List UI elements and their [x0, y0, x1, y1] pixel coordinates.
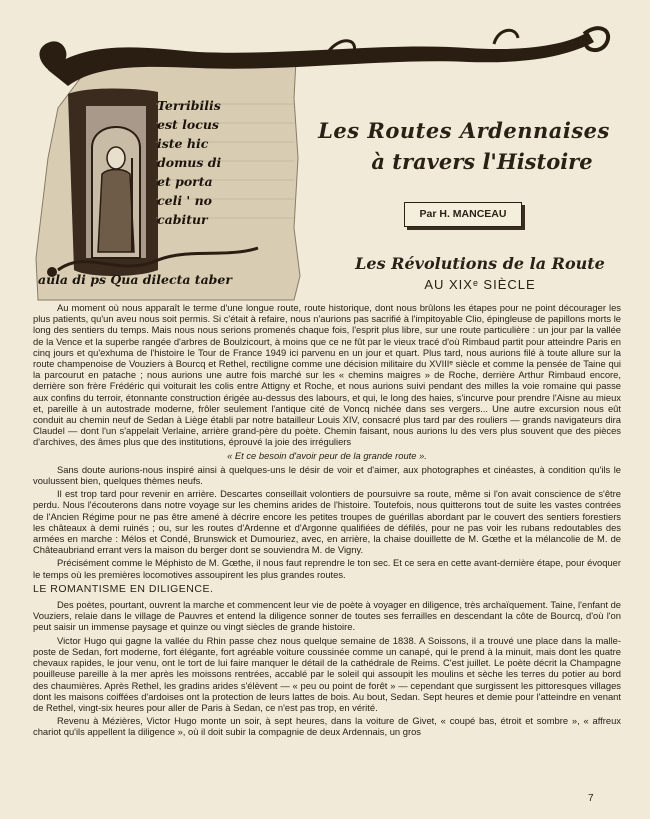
paragraph: Victor Hugo qui gagne la vallée du Rhin passe chez nous quelque semaine de 1838. A Soissons, il a trouvé une place dans la malle-poste de Sedan, fort moderne, fort élégante, fort agréable voiture coussinée comme un canapé, qui le prend à la minuit, mais dont les quatre chevaux rapides, le jour venu, ont le tort de lui faire manquer le détail de la cathédrale de Reims. C'est juillet. Le poète décrit la Champagne pouilleuse pareille à la mer après les moissons rentrées, accablé par le soleil qui assoupit les moulins et sèche les terres du potier au bord des chaumières. Après Rethel, les gradins arides s'élèvent — « peu ou point de forêt » — cependant que surgissent les pittoresques villages dont les maisons coiffées d'ardoises ont la protection de leurs lattes de bois. Au bout, Sedan. Sept heures et demie pour l'atteindre en venant de Rethel, vingt-six heures pour aller de Paris à Sedan, ce n'est pas trop, en vérité.: [33, 634, 621, 713]
section-subtitle: Les Révolutions de la Route: [355, 254, 605, 273]
manuscript-text: [157, 96, 297, 229]
title-line-1: Les Routes Ardennaises: [318, 118, 610, 143]
paragraph: Au moment où nous apparaît le terme d'une longue route, route historique, dont nous brûlons les étapes pour ne point décourager les plus patients, qu'un aveu nous soit permis. Si c'était à refaire, nous n'aurions pas sacrifié à l'impitoyable Clio, épingleuse de papillons morts le long des sentiers du temps. Mais nous nous serions promenés chaque fois, l'esprit plus libre, sur une route particulière : un jour par la vallée de la Vence et la superbe rangée d'arbres de Boulzicourt, à moins que ce ne fût par le vieux tracé d'où Rimbaud partit pour atteindre Paris en cinq jours et qu'exhuma de l'histoire le Tour de France 1949 ici parvenu en un jour et quart. Plus tard, nous aurions filé à toute allure sur la route champenoise de Vouziers à Bourcq et Rethel, rectiligne comme une décision militaire du XVIIIᵉ siècle et comme la pensée de Taine qui la parcourut en patache ; nous aurions une autre fois marché sur les « chemins maigres » de Roche, derrière Arthur Rimbaud encore, derrière son frère Frédéric qui voiturait les colis entre Attigny et Roche, et nous aurions suivi pendant des milles la voie romaine qui passe aux confins du terroir, étonnante construction érigée au-dessus des labours, et qui, le long des haies, s'incurve pour prendre l'Aisne au mieux et, pareille à un autostrade moderne, frôler seulement l'antique cité de Voncq nichée dans ses vergers... Une autre excursion nous eût conduit au chemin neuf de Sedan à Liège établi par notre batailleur Louis XIV, consacré plus tard par des rouliers — grands navigateurs dira Claudel — dont l'un s'appelait Verlaine, arrière grand-père du poète. Chemin faisant, nous aurions lu des vers plus souvent que des pièces d'archives, des âmes plus que des institutions, éprouvé la joie des irréguliers: [33, 302, 621, 448]
manuscript-line: et porta: [157, 174, 213, 189]
article-body: [33, 302, 621, 740]
manuscript-bottom-line: aula di ps Qua dilecta taber: [38, 272, 232, 287]
author-byline: Par H. MANCEAU: [404, 202, 522, 227]
figure-head: [107, 147, 125, 169]
paragraph: Revenu à Mézières, Victor Hugo monte un soir, à sept heures, dans la voiture de Givet, « coupé bas, étroit et sombre », « affreux chariot qu'ils appellent la diligence », où il doit subir la compagnie de deux Ardennais, un gros: [33, 715, 621, 738]
manuscript-line: iste hic: [157, 136, 209, 151]
manuscript-line: est locus: [157, 117, 219, 132]
flourish-leaf-top: [494, 30, 518, 44]
paragraph: Sans doute aurions-nous inspiré ainsi à quelques-uns le désir de voir et d'aimer, aux photographes et cinéastes, à condition qu'ils le voulussent bien, quelques thèmes neufs.: [33, 463, 621, 487]
manuscript-line: domus di: [157, 155, 222, 170]
manuscript-line: Terribilis: [157, 98, 221, 113]
section-subtitle-century: AU XIXᵉ SIÈCLE: [424, 277, 536, 292]
figure-robe: [98, 170, 134, 253]
title-line-2: à travers l'Histoire: [371, 149, 593, 174]
pull-quote: « Et ce besoin d'avoir peur de la grande route ».: [227, 449, 427, 461]
paragraph: Il est trop tard pour revenir en arrière. Descartes conseillait volontiers de poursuivre sa route, même si l'on avait conscience de s'être perdu. Nous l'écouterons dans notre voyage sur les chemins arides de l'histoire. Toutefois, nous quitterons tout de suite les vastes contrées de l'Ancien Régime pour ne pas être amené à décrire encore les petites troupes de guérillas abordant par le couvert des sentiers forestiers les châteaux à demi ruinés ; ou, sur les routes d'Ardenne et d'Argonne qualifiées de défilés, pour ne pas voir les rubans redoutables des armées en marche : Mélos et Condé, Brunswick et Dumouriez, avec, en arrière, la chaise douillette de M. Gœthe et la mélancolie de M. de Châteaubriand errant vers la maison du berger dont se souviendra M. de Vigny.: [33, 488, 621, 556]
paragraph: Précisément comme le Méphisto de M. Gœthe, il nous faut reprendre le ton sec. Et ce sera en cette avant-dernière étape, pour évoquer le temps où les premières locomotives assoupirent les plus grandes routes.: [33, 557, 621, 580]
page-number: 7: [588, 793, 594, 804]
manuscript-line: cabitur: [157, 212, 208, 227]
section-heading: LE ROMANTISME EN DILIGENCE.: [33, 582, 214, 595]
paragraph: Des poètes, pourtant, ouvrent la marche et commencent leur vie de poète à voyager en diligence, très archaïquement. Taine, l'enfant de Vouziers, relaie dans le village de Pauvres et entend la diligence sonner de toutes ses ferrailles en descendant la côte de Bourcq, d'où l'on peut saisir un immense paysage et quinze ou vingt siècles de grande histoire.: [33, 599, 621, 633]
article-title: [314, 118, 614, 174]
manuscript-line: celi ' no: [157, 193, 213, 208]
